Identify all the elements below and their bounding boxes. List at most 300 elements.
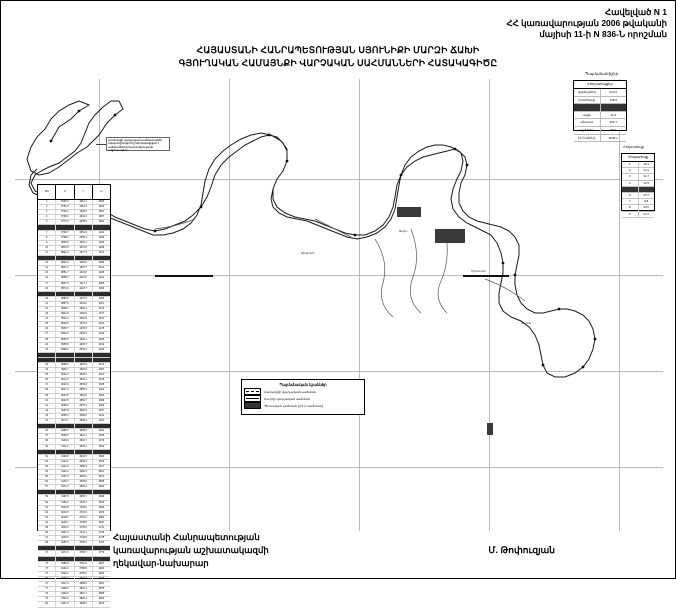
table-cell: 15 [38,271,56,275]
solid-line-icon [244,395,261,402]
table-row [38,602,110,607]
table-cell: 4748.8 [75,536,93,540]
table-cell: 9126.5 [56,455,74,459]
table-cell: 4662.5 [75,470,93,474]
table-cell: 49 [38,445,56,449]
table-cell: 10 [38,246,56,250]
table-cell: 4616.1 [75,434,93,438]
table-cell: 4450.3 [75,307,93,311]
table-cell: 9309.7 [56,577,74,581]
table-cell: 61 [38,506,56,510]
table-cell: 4456.9 [75,312,93,316]
legend-item [244,389,362,395]
table-cell: 9233.4 [56,526,74,530]
table-cell: 70 [38,551,56,555]
table-cell: 2451 [98,429,105,433]
table-cell: 2725 [98,531,105,535]
table-cell: 4423.7 [75,287,93,291]
table-cell: 4801.8 [75,577,93,581]
table-cell: 4563.0 [75,394,93,398]
table-cell: 9004.4 [56,373,74,377]
table-cell: 2424 [98,419,105,423]
table-cell: 4622.7 [75,439,93,443]
map-label: Տաթև [521,321,532,325]
table-cell: 4649.3 [75,460,93,464]
parcel-table-body [622,162,654,218]
table-cell: 73 [38,567,56,571]
table-cell: 19 [38,292,56,296]
signature-block [113,531,269,570]
table-cell: 1926 [98,235,105,239]
legend-row [574,135,626,143]
table-cell: 9096.0 [56,434,74,438]
table-cell: 65 [38,526,56,530]
header-line-3: մայիսի 11-ի N 836-Ն որոշման [539,29,667,39]
legend-item [244,396,362,402]
table-cell: 9332.6 [56,592,74,596]
table-cell: 4490.1 [75,338,93,342]
table-cell: 20 [38,297,56,301]
table-cell: 9256.3 [56,541,74,545]
legend-cell: վարելահող [574,89,601,96]
land-use-legend-body [574,89,626,142]
table-cell: 4775.3 [75,557,93,561]
legend-item-label: Պետական սահման (ՀՀ-ի սահման) [264,403,323,408]
legend-row [574,112,626,120]
table-cell: 2315 [98,378,105,382]
table-cell: 1 [38,200,56,204]
table-cell: 2588 [98,480,105,484]
table-cell: 51 [38,455,56,459]
table-cell: 4516.6 [75,358,93,362]
table-cell: 4364.1 [75,241,93,245]
table-cell: 2561 [98,469,105,473]
table-cell: 9080.7 [56,424,74,428]
table-cell: 2 [622,168,639,173]
table-cell: 4312.7 [75,200,93,204]
table-cell: 8943.3 [56,332,74,336]
table-cell: 28 [38,338,56,342]
table-cell: 2164 [98,322,105,326]
table-cell: 4702.3 [75,501,93,505]
table-cell: 2520 [98,454,105,458]
table-cell: 2096 [98,296,105,300]
table-cell: 2602 [98,485,105,489]
table-cell: 2301 [98,373,105,377]
table-cell: 9179.9 [56,490,74,494]
table-cell: 9263.9 [56,546,74,550]
table-cell: 8805.9 [56,241,74,245]
table-cell: 9012.0 [56,378,74,382]
table-cell: 2902 [98,597,105,601]
table-cell: 16 [38,276,56,280]
table-cell: 2178 [98,327,105,331]
table-cell: 4351.8 [75,231,93,235]
table-cell: 5 [622,187,639,192]
table-cell: 4536.5 [75,373,93,377]
table-cell: 26 [38,327,56,331]
table-cell: 4417.1 [75,282,93,286]
table-cell: 39 [38,394,56,398]
table-cell: 8996.7 [56,368,74,372]
table-cell: 60 [38,501,56,505]
table-cell: 9088.3 [56,429,74,433]
dashed-line-icon [244,388,261,395]
table-cell: 71 [38,557,56,561]
document-header [507,7,667,40]
table-cell: 9065.4 [56,414,74,418]
land-use-legend[interactable] [573,80,627,140]
table-cell: 21 [38,302,56,306]
table-cell: 2656 [98,505,105,509]
table-cell: 9042.5 [56,399,74,403]
table-cell: 4795.2 [75,572,93,576]
table-cell: 4642.6 [75,455,93,459]
table-cell: 45 [38,424,56,428]
table-cell: 2342 [98,388,105,392]
land-use-legend-title: Հողատեսքեր [574,81,626,89]
table-cell: 55 [38,475,56,479]
legend-row [574,127,626,135]
table-cell: 9019.6 [56,383,74,387]
table-cell: 2082 [93,292,110,296]
legend-row [574,119,626,127]
table-cell: 8783.0 [56,225,74,229]
signature-line-1: Հայաստանի Հանրապետության [113,532,260,542]
table-cell: 1 [622,162,639,167]
table-cell: 62 [38,511,56,515]
table-cell: 2629 [98,495,105,499]
table-cell: 4742.1 [75,531,93,535]
table-cell: 8851.7 [56,271,74,275]
table-cell: 2465 [98,434,105,438]
table-cell: 9317.3 [56,582,74,586]
table-cell: 1834 [98,205,105,209]
symbol-legend-title: Պայմանական նշաններ [279,383,327,387]
table-cell: 4556.4 [75,388,93,392]
table-cell: 2738 [98,536,105,540]
legend-row [574,104,626,112]
table-cell: 57.2 [643,192,649,197]
table-cell: 4576.3 [75,404,93,408]
table-cell: 4437.0 [75,297,93,301]
table-cell: 23 [38,312,56,316]
table-cell: 4596.2 [75,419,93,423]
table-cell: 4609.5 [75,429,93,433]
signatory-name: Մ. Թոփուզյան [488,545,555,555]
table-cell: 9164.7 [56,480,74,484]
table-cell: 9 [622,212,639,217]
table-cell: 1999 [98,261,105,265]
table-cell: 4636.0 [75,450,93,454]
legend-cell: 95.3 [610,127,617,132]
table-cell: 24 [38,317,56,321]
col-header-h: H [100,190,103,193]
table-cell: 2875 [98,587,105,591]
table-cell: 18 [38,287,56,291]
legend-cell: 326.7 [609,120,617,125]
legend-row [574,89,626,97]
table-cell: 4543.1 [75,378,93,382]
table-cell: 2533 [98,459,105,463]
table-cell: 14 [38,266,56,270]
table-cell: 1851 [98,210,105,214]
table-cell: 2397 [98,408,105,412]
table-cell: 31 [38,353,56,357]
table-cell: 8874.6 [56,287,74,291]
table-cell: 1911 [98,230,104,234]
table-cell: 2697 [98,520,105,524]
signature-line-3: ղեկավար-նախարար [113,558,209,568]
table-cell: 4589.6 [75,414,93,418]
table-cell: 17 [38,282,56,286]
table-cell: 2684 [98,515,105,519]
table-cell: 9073.1 [56,419,74,423]
table-cell: 36 [38,378,56,382]
coordinate-table-body [38,200,110,608]
table-row [622,212,654,218]
table-cell: 46 [38,429,56,433]
table-cell: 4510.0 [75,353,93,357]
table-cell: 4682.4 [75,485,93,489]
table-cell: 8836.4 [56,261,74,265]
table-cell: 4675.8 [75,480,93,484]
ink-mark [463,275,509,277]
table-cell: 4403.8 [75,271,93,275]
table-cell: 9195.2 [56,501,74,505]
table-cell: 2260 [93,358,110,362]
header-line-2: ՀՀ կառավարության 2006 թվականի [506,18,667,28]
legend-cell: 214.5 [609,90,617,94]
table-cell: 12.9 [643,180,649,185]
table-cell: 2916 [98,602,105,606]
table-cell: 8760.1 [56,210,74,214]
table-cell: 9286.8 [56,562,74,566]
table-cell: 2137 [98,312,105,316]
table-cell: 4430.4 [75,292,93,296]
table-cell: 2506 [93,450,110,454]
table-cell: 4689.1 [75,490,93,494]
table-cell: 40 [38,399,56,403]
table-cell: 1972 [98,250,105,254]
map-label: Սիսիան [301,251,315,255]
legend-row [574,97,626,105]
table-cell: 4549.8 [75,383,93,387]
table-cell: 3 [38,210,56,214]
table-cell: 8798.2 [56,236,74,240]
table-cell: 8813.5 [56,246,74,250]
table-cell: 3 [622,174,639,179]
table-cell: 9172.3 [56,485,74,489]
table-cell: 1940 [98,240,105,244]
table-cell: 4755.4 [75,541,93,545]
legend-cell: 138.2 [609,97,617,102]
legend-cell: ԸՆԴԱՄԵՆԸ [574,135,601,142]
table-cell: 9141.8 [56,465,74,469]
table-cell: 2151 [98,317,105,321]
table-cell: 9340.2 [56,597,74,601]
table-cell: 68 [38,541,56,545]
table-cell: 30 [38,348,56,352]
table-cell: 2110 [98,301,104,305]
table-cell: 4762.0 [75,546,93,550]
table-cell: 11 [38,251,56,255]
table-cell: 72 [38,562,56,566]
table-cell: 13 [38,261,56,265]
table-cell: 8981.5 [56,358,74,362]
parcel-table-title: Հողատեսք [622,154,654,162]
table-cell: 2670 [98,510,105,514]
table-cell: 43 [38,414,56,418]
table-cell: 8790.7 [56,231,74,235]
table-cell: 76 [38,582,56,586]
ink-blob [435,229,465,243]
table-cell: 4722.2 [75,516,93,520]
table-cell: 8751.8 [56,205,74,209]
parcel-table[interactable] [621,153,655,216]
legend-cell: 12.4 [610,112,617,117]
table-cell: 8912.8 [56,312,74,316]
legend-item-label: Համայնքի վարչական սահման [264,389,317,394]
table-cell: 69 [38,546,56,550]
table-cell: 2356 [98,393,105,397]
legend-cell: 2639.1 [608,135,618,140]
table-cell: 2834 [98,571,105,575]
table-cell: 8989.1 [56,363,74,367]
table-cell: 6 [38,225,56,229]
table-cell: 64 [38,521,56,525]
table-cell: 8950.9 [56,338,74,342]
table-cell: 9248.6 [56,536,74,540]
table-cell: 4529.9 [75,368,93,372]
table-cell: 2820 [98,566,105,570]
table-cell: 47 [38,434,56,438]
table-cell: 9149.4 [56,470,74,474]
table-cell: 8775.4 [56,220,74,224]
table-cell: 8859.3 [56,276,74,280]
table-cell: 2861 [98,582,105,586]
table-cell: 2807 [98,561,105,565]
table-cell: 1895 [93,225,110,229]
table-cell: 2328 [98,383,105,387]
table-cell: 4835.0 [75,602,93,606]
table-cell: 9034.9 [56,394,74,398]
table-cell: 4397.2 [75,266,93,270]
table-cell: 42 [38,409,56,413]
table-cell: 74 [38,572,56,576]
table-cell: 53 [38,465,56,469]
table-cell: 58 [38,490,56,494]
table-cell: 8 [38,236,56,240]
table-cell: 2205 [98,337,105,341]
table-cell: 9.8 [644,199,649,204]
table-cell: 4728.9 [75,521,93,525]
table-cell: 44.6 [639,187,655,192]
table-cell: 4569.7 [75,399,93,403]
table-cell: 8 [622,205,639,210]
table-cell: 4476.8 [75,327,93,331]
table-cell: 2369 [98,398,105,402]
legend-cell: անտառ [574,119,601,126]
table-cell: 2055 [98,281,105,285]
map-label: Որոտան [471,269,486,273]
coordinate-table[interactable] [37,184,111,606]
legend-item-label: Մարզի վարչական սահման [264,396,311,401]
table-cell: 4655.9 [75,465,93,469]
table-cell: 44 [38,419,56,423]
table-cell: 9118.9 [56,450,74,454]
table-cell: 52 [38,460,56,464]
map-label: Ճախ [399,229,408,233]
table-cell: 2547 [98,464,105,468]
table-cell: 2479 [98,439,105,443]
table-cell: 9271.5 [56,551,74,555]
table-cell: 4602.8 [75,424,93,428]
table-cell: 18.4 [643,162,649,166]
table-cell: 4496.7 [75,343,93,347]
header-line-1: Հավելված N 1 [605,7,667,17]
table-cell: 41 [38,404,56,408]
table-cell: 63 [38,516,56,520]
table-cell: 9325.0 [56,587,74,591]
table-cell: 8928.0 [56,322,74,326]
title-line-1: ՀԱՅԱՍՏԱՆԻ ՀԱՆՐԱՊԵՏՈՒԹՅԱՆ ՍՅՈՒՆԻՔԻ ՄԱՐԶԻ ՃԱԽԻ [196,45,480,55]
table-cell: 4669.2 [75,475,93,479]
table-cell: 8867.0 [56,282,74,286]
table-cell: 4715.6 [75,511,93,515]
table-cell: 4781.9 [75,562,93,566]
table-cell: 9294.4 [56,567,74,571]
table-cell: 9210.5 [56,511,74,515]
table-cell: 5 [38,220,56,224]
coordinate-table-header [38,185,110,200]
table-cell: 4463.5 [75,317,93,321]
table-cell: 7 [622,199,639,204]
table-cell: 2041 [98,276,105,280]
table-cell: 2643 [98,500,105,504]
table-cell: 8828.8 [56,256,74,260]
table-cell: 34 [38,368,56,372]
table-cell: 9279.2 [56,557,74,561]
table-cell: 4735.5 [75,526,93,530]
table-cell: 4808.5 [75,582,93,586]
table-cell: 4503.3 [75,348,93,352]
table-cell: 9218.1 [56,516,74,520]
table-cell: 2383 [98,403,105,407]
table-cell: 78 [38,592,56,596]
table-cell: 8844.1 [56,266,74,270]
table-cell: 2615 [93,490,110,494]
table-cell: 4 [622,181,639,186]
table-cell: 8768.6 [56,215,74,219]
table-cell: 9187.6 [56,495,74,499]
table-cell: 79 [38,597,56,601]
table-cell: 27 [38,332,56,336]
table-cell: 12 [38,256,56,260]
table-cell: 38 [38,388,56,392]
table-cell: 8897.5 [56,302,74,306]
symbol-legend[interactable] [241,379,365,415]
table-cell: 29 [38,343,56,347]
signature-line-2: կառավարության աշխատակազմի [113,545,269,555]
table-cell: 66 [38,531,56,535]
ink-blob [397,207,421,217]
table-cell: 9347.9 [56,602,74,606]
table-cell: 9157.0 [56,475,74,479]
table-cell: 9050.2 [56,404,74,408]
legend-cell: 1852.0 [601,104,627,111]
filled-block-icon [244,402,261,409]
